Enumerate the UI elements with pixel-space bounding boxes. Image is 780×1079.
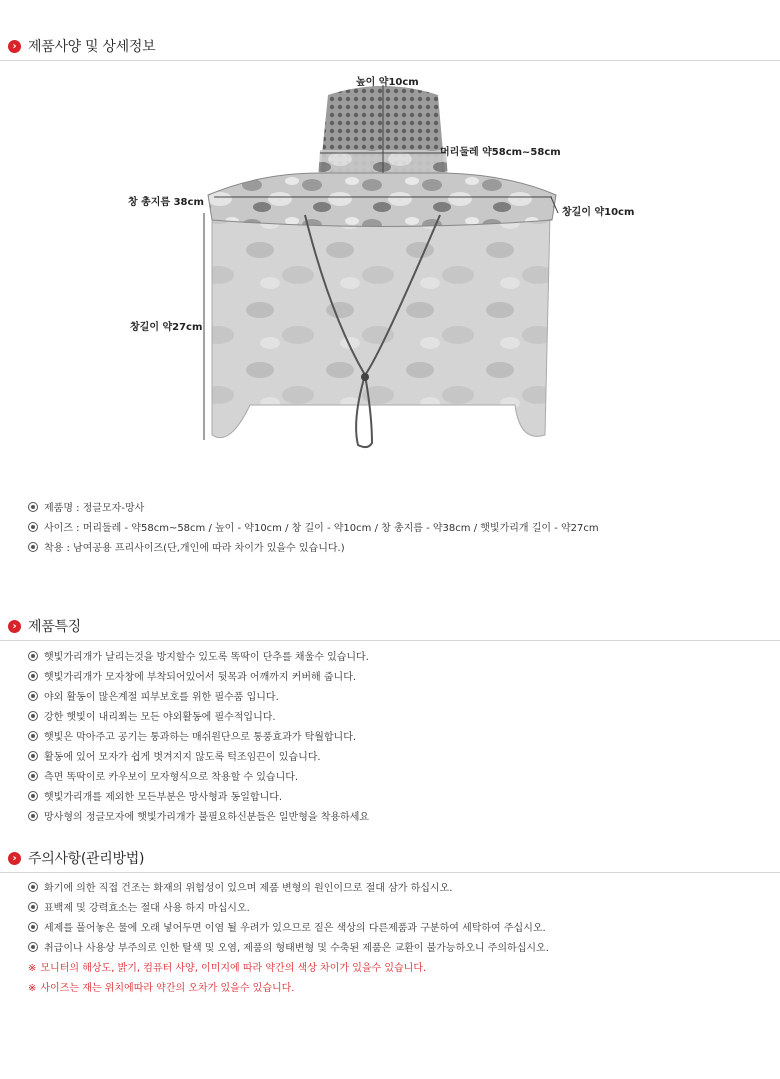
target-bullet-icon: [28, 691, 38, 701]
chevron-right-icon: ›: [8, 620, 21, 633]
list-item: 측면 똑딱이로 카우보이 모자형식으로 착용할 수 있습니다.: [28, 768, 369, 788]
target-bullet-icon: [28, 502, 38, 512]
dim-height: 높이 약10cm: [356, 77, 419, 88]
target-bullet-icon: [28, 791, 38, 801]
list-item: 활동에 있어 모자가 쉽게 벗겨지지 않도록 턱조임끈이 있습니다.: [28, 748, 369, 768]
spec-wear: 착용 : 남여공용 프리사이즈(단,개인에 따라 차이가 있을수 있습니다.): [28, 539, 345, 554]
product-diagram: [0, 55, 780, 475]
target-bullet-icon: [28, 902, 38, 912]
target-bullet-icon: [28, 811, 38, 821]
chevron-right-icon: ›: [8, 852, 21, 865]
spec-name: 제품명 : 정글모자-망사: [28, 499, 144, 514]
target-bullet-icon: [28, 942, 38, 952]
target-bullet-icon: [28, 711, 38, 721]
list-item: 표백제 및 강력효소는 절대 사용 하지 마십시오.: [28, 899, 549, 919]
dim-flap-length: 창길이 약27cm: [130, 322, 203, 333]
list-item: 야외 활동이 많은계절 피부보호를 위한 필수품 입니다.: [28, 688, 369, 708]
dim-brim-total: 창 총지름 38cm: [128, 197, 204, 208]
dim-brim-length: 창길이 약10cm: [562, 207, 635, 218]
hat-illustration: [0, 55, 780, 475]
dim-circumference: 머리둘레 약58cm~58cm: [440, 147, 561, 158]
list-item: 햇빛가리개가 모자창에 부착되어있어서 뒷목과 어깨까지 커버해 줍니다.: [28, 668, 369, 688]
target-bullet-icon: [28, 542, 38, 552]
target-bullet-icon: [28, 651, 38, 661]
target-bullet-icon: [28, 751, 38, 761]
list-item: 햇빛가리개가 날리는것을 방지할수 있도록 똑딱이 단추를 채울수 있습니다.: [28, 648, 369, 668]
target-bullet-icon: [28, 671, 38, 681]
list-item: 취급이나 사용상 부주의로 인한 탈색 및 오염, 제품의 형태변형 및 수축된 제품은 교환이 불가능하오니 주의하십시오.: [28, 939, 549, 959]
care-list: [28, 879, 549, 999]
section-title: 제품사양 및 상세정보: [28, 39, 156, 55]
feature-list: [28, 648, 369, 828]
note-item: ※ 사이즈는 재는 위치에따라 약간의 오차가 있을수 있습니다.: [28, 983, 295, 994]
divider: [0, 872, 780, 873]
target-bullet-icon: [28, 922, 38, 932]
target-bullet-icon: [28, 771, 38, 781]
list-item: 화기에 의한 직접 건조는 화재의 위험성이 있으며 제품 변형의 원인이므로 절대 삼가 하십시오.: [28, 879, 549, 899]
note-mark: ※: [28, 983, 37, 994]
section-title: 제품특징: [28, 619, 81, 635]
target-bullet-icon: [28, 882, 38, 892]
divider: [0, 640, 780, 641]
section-title: 주의사항(관리방법): [28, 851, 145, 867]
section-header-care: [0, 842, 780, 882]
chevron-right-icon: ›: [8, 40, 21, 53]
note-item: ※ 모니터의 해상도, 밝기, 컴퓨터 사양, 이미지에 따라 약간의 색상 차이가 있을수 있습니다.: [28, 963, 427, 974]
list-item: 햇빛은 막아주고 공기는 통과하는 매쉬원단으로 통풍효과가 탁월합니다.: [28, 728, 369, 748]
list-item: 햇빛가리개를 제외한 모든부분은 망사형과 동일합니다.: [28, 788, 369, 808]
list-item: 강한 햇빛이 내리쬐는 모든 야외활동에 필수적입니다.: [28, 708, 369, 728]
target-bullet-icon: [28, 731, 38, 741]
spec-size: 사이즈 : 머리둘레 - 약58cm~58cm / 높이 - 약10cm / 창 길이 - 약10cm / 창 총지름 - 약38cm / 햇빛가리개 길이 - 약27cm: [28, 519, 599, 534]
target-bullet-icon: [28, 522, 38, 532]
list-item: 세제를 풀어놓은 물에 오래 넣어두면 이염 될 우려가 있으므로 짙은 색상의 다른제품과 구분하여 세탁하여 주십시오.: [28, 919, 549, 939]
section-header-features: [0, 610, 780, 650]
list-item: 망사형의 정글모자에 햇빛가리개가 불필요하신분들은 일반형을 착용하세요: [28, 808, 369, 828]
note-mark: ※: [28, 963, 37, 974]
